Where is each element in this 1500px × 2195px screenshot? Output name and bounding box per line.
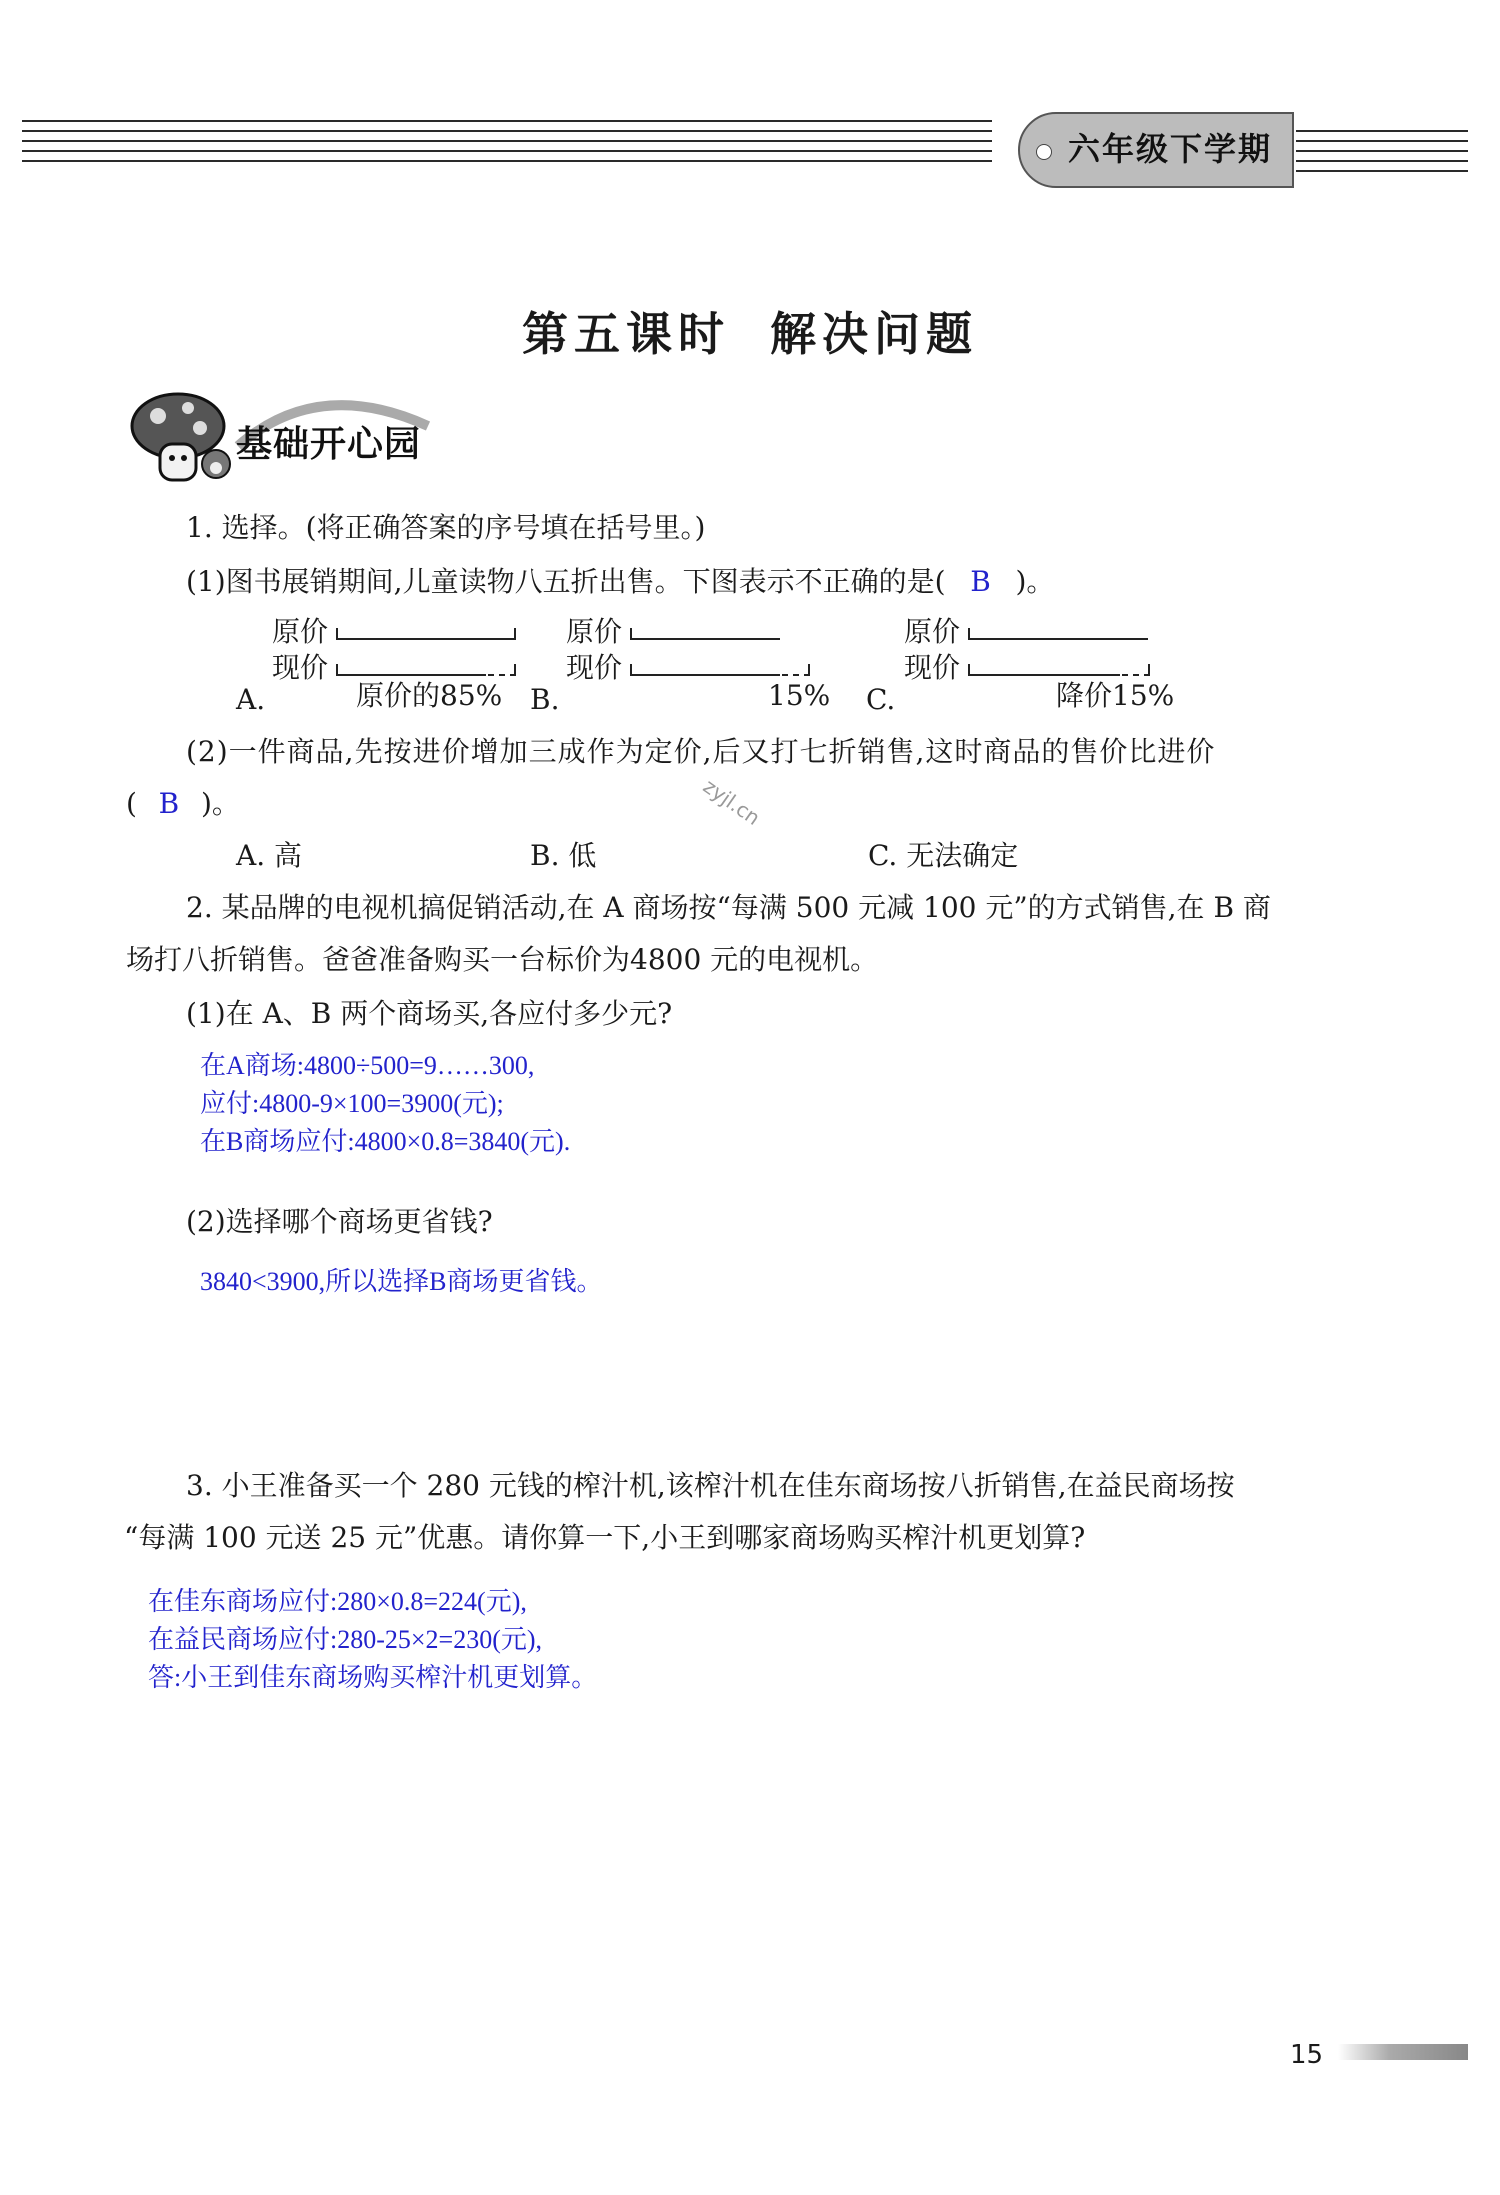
section-badge-label: 基础开心园 <box>236 424 422 465</box>
page-number: 15 <box>1290 2040 1324 2070</box>
q1-sub2-close: )。 <box>200 787 240 820</box>
diagram-a-note: 原价的85% <box>356 679 503 712</box>
q1-option-a: A. 高 <box>236 839 303 872</box>
q2-answer2: 3840<3900,所以选择B商场更省钱。 <box>200 1267 603 1296</box>
grade-tab-label: 六年级下学期 <box>1068 130 1273 168</box>
diagram-c-note: 降价15% <box>1056 679 1175 712</box>
q2-answer-line1: 在A商场:4800÷500=9……300, <box>200 1051 535 1080</box>
q1-sub1-suffix: )。 <box>1015 565 1055 598</box>
q1-stem: 1. 选择。(将正确答案的序号填在括号里。) <box>186 511 706 544</box>
q1-sub1-prefix: (1)图书展销期间,儿童读物八五折出售。下图表示不正确的是( <box>186 565 946 598</box>
q3-answer-line3: 答:小王到佳东商场购买榨汁机更划算。 <box>148 1663 598 1692</box>
diagram-c-orig-label: 原价 <box>904 615 961 648</box>
watermark: zyjl.cn <box>698 773 765 831</box>
diagram-b-now-label: 现价 <box>566 651 623 684</box>
diagram-b-orig-label: 原价 <box>566 615 623 648</box>
q2-answer-line2: 应付:4800-9×100=3900(元); <box>200 1089 504 1118</box>
q3-answer-line1: 在佳东商场应付:280×0.8=224(元), <box>148 1587 527 1616</box>
q1-option-b: B. 低 <box>530 839 597 872</box>
q2-sub2: (2)选择哪个商场更省钱? <box>186 1205 493 1238</box>
q1-sub1-answer: B <box>970 565 991 598</box>
q1-sub1 <box>186 562 1054 602</box>
q2-sub1: (1)在 A、B 两个商场买,各应付多少元? <box>186 997 673 1030</box>
page-number-bar <box>1338 2044 1468 2060</box>
q2-line1: 2. 某品牌的电视机搞促销活动,在 A 商场按“每满 500 元减 100 元”的方式销售,在 B 商 <box>186 891 1271 924</box>
q3-answer-line2: 在益民商场应付:280-25×2=230(元), <box>148 1625 543 1654</box>
tab-dot-icon <box>1036 144 1052 160</box>
q3-line1: 3. 小王准备买一个 280 元钱的榨汁机,该榨汁机在佳东商场按八折销售,在益民商场按 <box>186 1469 1235 1502</box>
title-part1: 第五课时 <box>522 307 730 361</box>
grade-tab <box>1018 112 1294 188</box>
diagram-b-note: 15% <box>768 679 831 712</box>
diagram-c-now-label: 现价 <box>904 651 961 684</box>
q1-option-c: C. 无法确定 <box>868 839 1019 872</box>
diagram-c-letter: C. <box>866 683 896 716</box>
q2-line2: 场打八折销售。爸爸准备购买一台标价为4800 元的电视机。 <box>126 943 879 976</box>
q3-line2: “每满 100 元送 25 元”优惠。请你算一下,小王到哪家商场购买榨汁机更划算? <box>124 1521 1086 1554</box>
section-badge <box>128 386 448 486</box>
q1-sub2-line2 <box>126 784 240 824</box>
page-title <box>0 298 1500 364</box>
diagram-a-now-label: 现价 <box>272 651 329 684</box>
q1-sub2-answer: B <box>158 787 180 820</box>
diagram-a-orig-label: 原价 <box>272 615 329 648</box>
diagram-b-letter: B. <box>530 683 560 716</box>
q1-sub2-line1: (2)一件商品,先按进价增加三成作为定价,后又打七折销售,这时商品的售价比进价 <box>186 735 1216 768</box>
q2-answer-line3: 在B商场应付:4800×0.8=3840(元). <box>200 1127 571 1156</box>
title-part2: 解决问题 <box>770 307 978 361</box>
q1-sub2-open: ( <box>126 787 137 820</box>
diagram-a-letter: A. <box>236 683 266 716</box>
